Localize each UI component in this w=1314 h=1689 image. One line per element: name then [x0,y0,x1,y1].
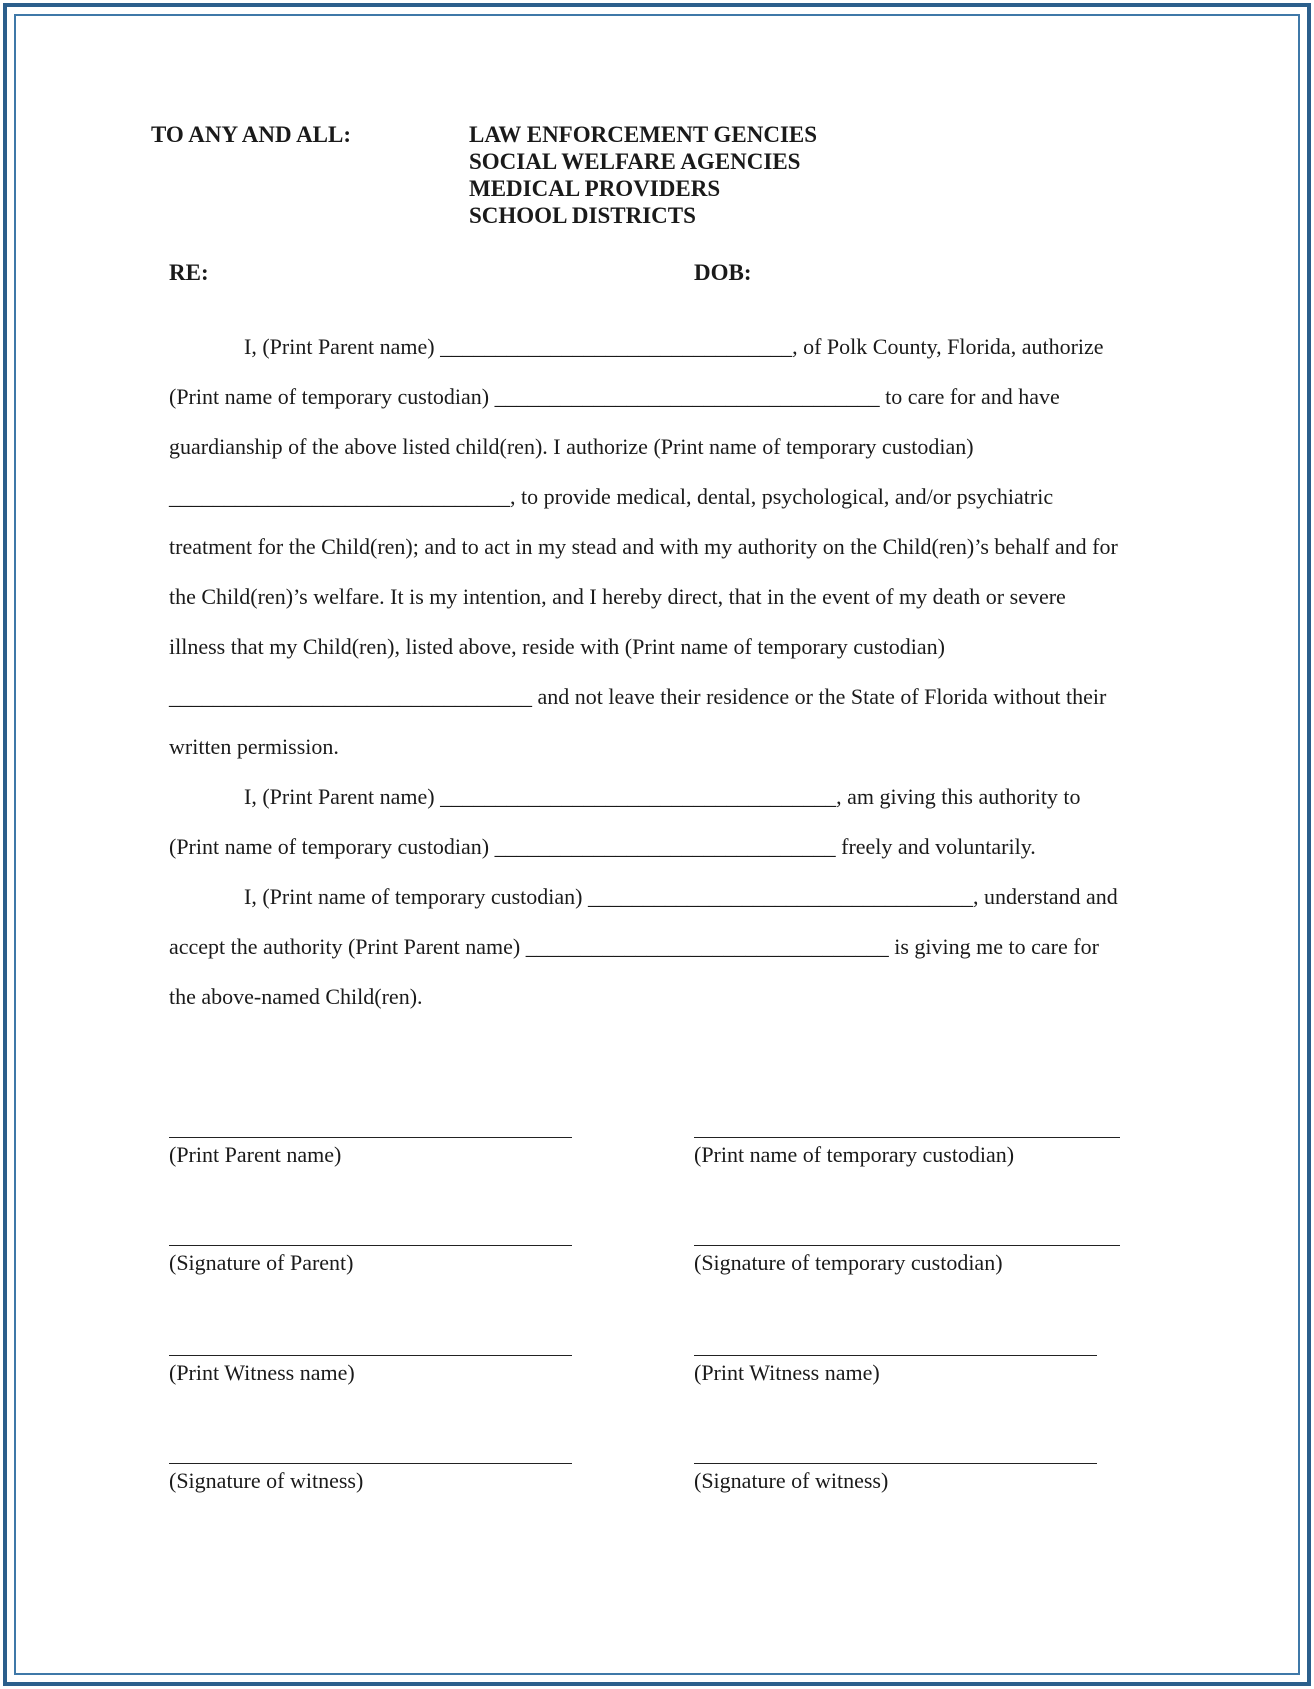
body-line: accept the authority (Print Parent name) _________________________________ is giving me to care for [169,934,1099,959]
recipient-law-enforcement: LAW ENFORCEMENT GENCIES [469,122,818,147]
body-line: I, (Print name of temporary custodian) ___________________________________, understand and [244,884,1118,909]
witness-signature-label-right: (Signature of witness) [694,1468,889,1493]
body-line: treatment for the Child(ren); and to act in my stead and with my authority on the Child(ren)’s behalf and for [169,534,1118,559]
witness-name-label-right: (Print Witness name) [694,1360,880,1385]
recipient-social-welfare: SOCIAL WELFARE AGENCIES [469,149,801,174]
witness-name-line-right[interactable] [694,1355,1097,1356]
witness-name-label-left: (Print Witness name) [169,1360,355,1385]
body-line: the above-named Child(ren). [169,984,423,1009]
parent-signature-line[interactable] [169,1245,572,1246]
dob-label: DOB: [694,260,752,285]
body-line: guardianship of the above listed child(ren). I authorize (Print name of temporary custodian) [169,434,974,459]
parent-name-label: (Print Parent name) [169,1142,342,1167]
body-line: illness that my Child(ren), listed above, reside with (Print name of temporary custodian) [169,634,945,659]
body-line: _________________________________ and not leave their residence or the State of Florida without their [169,684,1107,709]
recipient-school-districts: SCHOOL DISTRICTS [469,203,696,228]
custodian-signature-line[interactable] [694,1245,1120,1246]
parent-signature-label: (Signature of Parent) [169,1250,354,1275]
to-any-and-all-label: TO ANY AND ALL: [151,122,352,147]
custodian-signature-label: (Signature of temporary custodian) [694,1250,1003,1275]
body-line: _______________________________, to provide medical, dental, psychological, and/or psychiatric [169,484,1054,509]
body-line: (Print name of temporary custodian) ___________________________________ to care for and have [169,384,1060,409]
witness-name-line-left[interactable] [169,1355,572,1356]
custodian-name-label: (Print name of temporary custodian) [694,1142,1015,1167]
witness-signature-label-left: (Signature of witness) [169,1468,364,1493]
body-line: the Child(ren)’s welfare. It is my intention, and I hereby direct, that in the event of my death or severe [169,584,1066,609]
body-line: I, (Print Parent name) ________________________________, of Polk County, Florida, authorize [244,334,1104,359]
recipient-medical-providers: MEDICAL PROVIDERS [469,176,721,201]
witness-signature-line-right[interactable] [694,1463,1097,1464]
body-line: written permission. [169,734,339,759]
body-line: (Print name of temporary custodian) _______________________________ freely and voluntarily. [169,834,1036,859]
custodian-name-line[interactable] [694,1137,1120,1138]
body-line: I, (Print Parent name) ____________________________________, am giving this authority to [244,784,1081,809]
re-label: RE: [169,260,209,285]
witness-signature-line-left[interactable] [169,1463,572,1464]
parent-name-line[interactable] [169,1137,572,1138]
